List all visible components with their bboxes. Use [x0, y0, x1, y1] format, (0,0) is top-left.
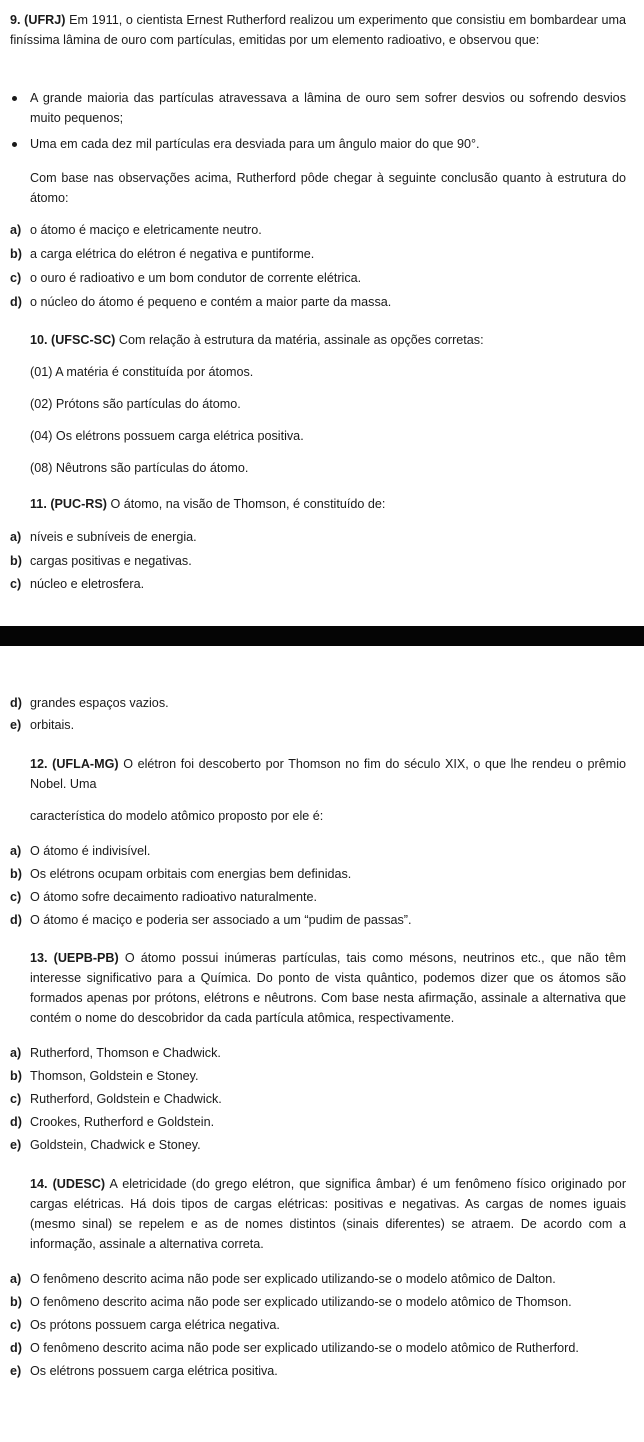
- option-letter: a): [10, 1272, 22, 1286]
- option-c: [10, 1089, 630, 1109]
- question-11-number: 11.: [30, 497, 47, 511]
- question-13-source: (UEPB-PB): [53, 951, 119, 965]
- option-letter: b): [10, 1069, 22, 1083]
- option-text: Goldstein, Chadwick e Stoney.: [30, 1138, 201, 1152]
- question-11: [0, 494, 644, 514]
- option-b: [10, 551, 630, 571]
- option-letter: c): [10, 271, 22, 285]
- option-text: O fenômeno descrito acima não pode ser explicado utilizando-se o modelo atômico de Rutherford.: [30, 1341, 579, 1355]
- option-text: níveis e subníveis de energia.: [30, 530, 197, 544]
- option-text: O fenômeno descrito acima não pode ser explicado utilizando-se o modelo atômico de Dalton.: [30, 1272, 556, 1286]
- question-9-conclusion: Com base nas observações acima, Rutherford pôde chegar à seguinte conclusão quanto à estrutura do átomo:: [30, 171, 626, 205]
- question-13-intro: O átomo possui inúmeras partículas, tais como mésons, neutrinos etc., que não têm interesse significativo para a Química. Do ponto de vista quântico, podemos dizer que os átomos são formados apenas por prótons, elétrons e nêutrons. Com base nesta afirmação, assinale a alternativa que contém o nome do descobridor da cada partícula atômica, respectivamente.: [30, 951, 626, 1025]
- question-12-source: (UFLA-MG): [52, 757, 119, 771]
- option-d: [10, 1338, 630, 1358]
- option-text: O átomo sofre decaimento radioativo naturalmente.: [30, 890, 318, 904]
- question-12-intro-2: característica do modelo atômico proposto por ele é:: [30, 809, 324, 823]
- option-text: Os elétrons possuem carga elétrica positiva.: [30, 1364, 278, 1378]
- question-10: [0, 330, 644, 350]
- option-letter: c): [10, 1092, 22, 1106]
- question-11-source: (PUC-RS): [50, 497, 107, 511]
- option-letter: d): [10, 696, 22, 710]
- option-text: Rutherford, Goldstein e Chadwick.: [30, 1092, 222, 1106]
- option-letter: b): [10, 247, 22, 261]
- question-9-intro: Em 1911, o cientista Ernest Rutherford realizou um experimento que consistiu em bombardear uma finíssima lâmina de ouro com partículas, emitidas por um elemento radioativo, e observou que:: [10, 13, 626, 47]
- option-b: [10, 1066, 630, 1086]
- question-11-intro: O átomo, na visão de Thomson, é constituído de:: [110, 497, 386, 511]
- option-text: o núcleo do átomo é pequeno e contém a maior parte da massa.: [30, 295, 392, 309]
- question-10-statement: [0, 330, 644, 350]
- question-12: [0, 754, 644, 794]
- question-10-number: 10.: [30, 333, 48, 347]
- option-e: [10, 1135, 630, 1155]
- question-10-intro: Com relação à estrutura da matéria, assinale as opções corretas:: [118, 333, 484, 347]
- option-text: O átomo é maciço e poderia ser associado a um “pudim de passas”.: [30, 913, 412, 927]
- statement-02: (02) Prótons são partículas do átomo.: [30, 397, 241, 411]
- option-a: [10, 1043, 630, 1063]
- question-9-bullet: [12, 88, 626, 128]
- question-13-statement: [0, 948, 644, 1028]
- question-9-bullet: [12, 134, 626, 154]
- question-12-continuation: [0, 806, 644, 826]
- bullet-dot-icon: [12, 142, 17, 147]
- option-letter: a): [10, 1046, 22, 1060]
- option-d: [10, 693, 630, 713]
- question-9: [0, 10, 644, 50]
- option-d: [10, 292, 630, 312]
- option-d: [10, 910, 630, 930]
- option-text: grandes espaços vazios.: [30, 696, 169, 710]
- option-text: Os prótons possuem carga elétrica negativa.: [30, 1318, 280, 1332]
- option-text: Rutherford, Thomson e Chadwick.: [30, 1046, 221, 1060]
- option-c: [10, 1315, 630, 1335]
- option-letter: e): [10, 718, 22, 732]
- option-letter: d): [10, 1115, 22, 1129]
- option-a: [10, 527, 630, 547]
- option-text: orbitais.: [30, 718, 75, 732]
- bullet-text: Uma em cada dez mil partículas era desviada para um ângulo maior do que 90°.: [30, 137, 480, 151]
- option-letter: c): [10, 890, 22, 904]
- option-a: [10, 220, 630, 240]
- option-letter: e): [10, 1138, 22, 1152]
- option-b: [10, 244, 630, 264]
- option-c: [10, 887, 630, 907]
- option-text: núcleo e eletrosfera.: [30, 577, 145, 591]
- option-text: a carga elétrica do elétron é negativa e puntiforme.: [30, 247, 315, 261]
- option-text: O fenômeno descrito acima não pode ser explicado utilizando-se o modelo atômico de Thomson.: [30, 1295, 572, 1309]
- question-9-source: (UFRJ): [24, 13, 66, 27]
- statement-01: (01) A matéria é constituída por átomos.: [30, 365, 254, 379]
- question-13: [0, 948, 644, 1028]
- option-letter: d): [10, 295, 22, 309]
- option-letter: d): [10, 1341, 22, 1355]
- option-text: O átomo é indivisível.: [30, 844, 151, 858]
- statement-08: (08) Nêutrons são partículas do átomo.: [30, 461, 249, 475]
- option-a: [10, 841, 630, 861]
- option-letter: a): [10, 844, 22, 858]
- option-b: [10, 864, 630, 884]
- bullet-text: A grande maioria das partículas atravessava a lâmina de ouro sem sofrer desvios ou sofrendo desvios muito pequenos;: [30, 91, 626, 125]
- option-letter: e): [10, 1364, 22, 1378]
- option-a: [10, 1269, 630, 1289]
- option-e: [10, 715, 630, 735]
- option-text: Os elétrons ocupam orbitais com energias bem definidas.: [30, 867, 352, 881]
- option-text: o ouro é radioativo e um bom condutor de corrente elétrica.: [30, 271, 362, 285]
- option-text: Thomson, Goldstein e Stoney.: [30, 1069, 199, 1083]
- option-letter: b): [10, 867, 22, 881]
- page-break-divider: [0, 626, 644, 646]
- option-c: [10, 268, 630, 288]
- question-13-number: 13.: [30, 951, 48, 965]
- option-letter: c): [10, 1318, 22, 1332]
- option-letter: c): [10, 577, 22, 591]
- option-letter: a): [10, 223, 22, 237]
- question-11-statement: [0, 494, 644, 514]
- question-12-intro: O elétron foi descoberto por Thomson no fim do século XIX, o que lhe rendeu o prêmio Nobel. Uma: [30, 757, 627, 791]
- option-text: cargas positivas e negativas.: [30, 554, 192, 568]
- question-9-number: 9.: [10, 13, 21, 27]
- option-e: [10, 1361, 630, 1381]
- question-12-number: 12.: [30, 757, 48, 771]
- option-c: [10, 574, 630, 594]
- option-letter: a): [10, 530, 22, 544]
- option-letter: b): [10, 1295, 22, 1309]
- option-d: [10, 1112, 630, 1132]
- bullet-dot-icon: [12, 96, 17, 101]
- question-9-statement: [0, 10, 644, 50]
- question-12-statement: [0, 754, 644, 794]
- question-14-number: 14.: [30, 1177, 48, 1191]
- question-10-source: (UFSC-SC): [51, 333, 116, 347]
- question-14: [0, 1174, 644, 1254]
- question-14-intro: A eletricidade (do grego elétron, que significa âmbar) é um fenômeno físico originado por cargas elétricas. Há dois tipos de cargas elétricas: positivas e negativas. As cargas de nomes iguais (mesmo sinal) se repelem e as de nomes distintos (sinais diferentes) se atraem. De acordo com a informação, assinale a alternativa correta.: [30, 1177, 627, 1251]
- question-9-conclusion-block: [0, 168, 644, 208]
- option-letter: b): [10, 554, 22, 568]
- statement-04: (04) Os elétrons possuem carga elétrica positiva.: [30, 429, 304, 443]
- question-14-statement: [0, 1174, 644, 1254]
- option-b: [10, 1292, 630, 1312]
- option-text: Crookes, Rutherford e Goldstein.: [30, 1115, 215, 1129]
- option-text: o átomo é maciço e eletricamente neutro.: [30, 223, 262, 237]
- question-14-source: (UDESC): [52, 1177, 106, 1191]
- option-letter: d): [10, 913, 22, 927]
